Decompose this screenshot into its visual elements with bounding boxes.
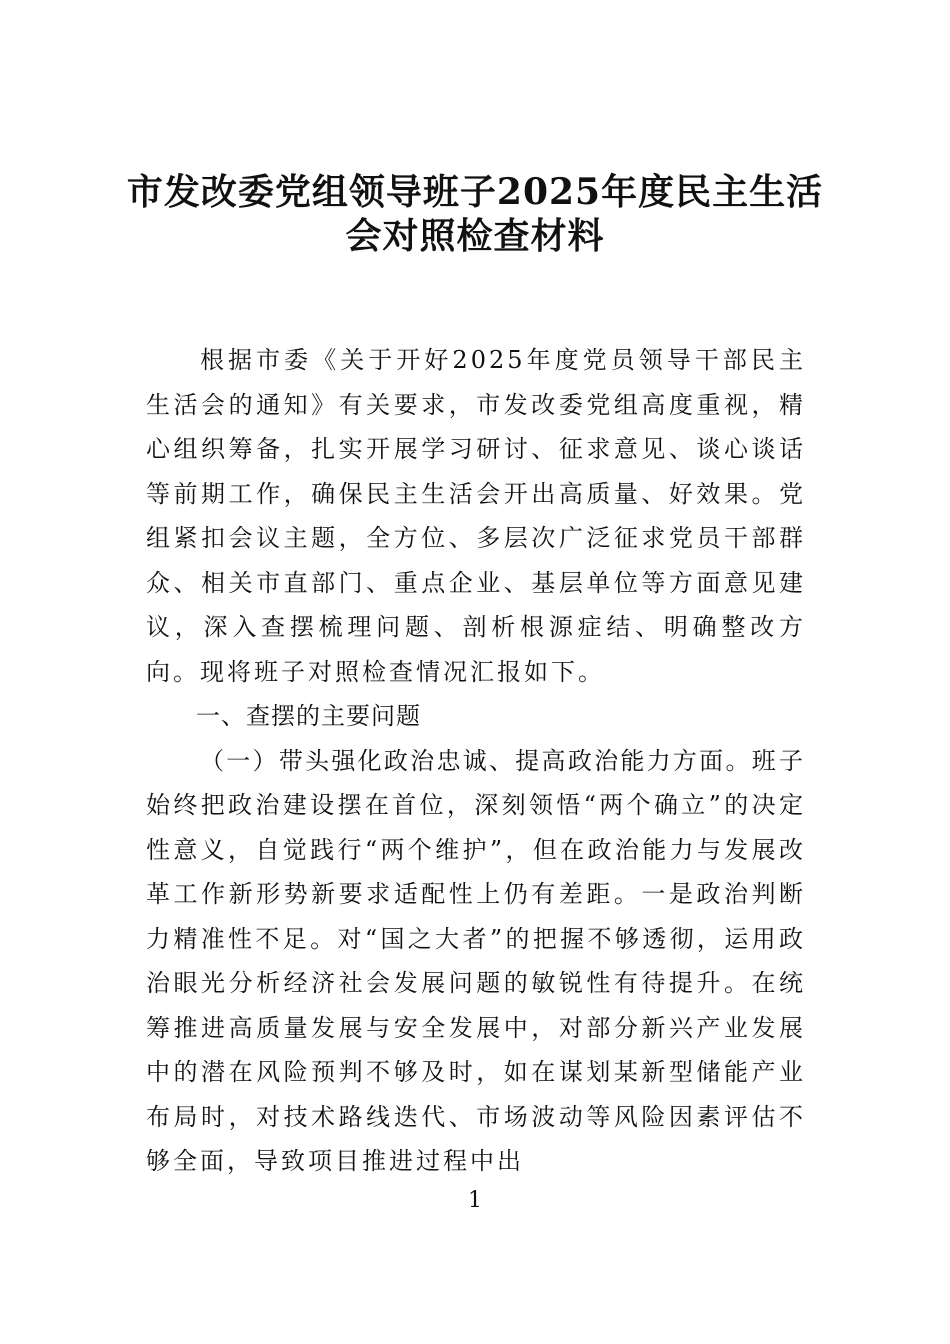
- document-body: [146, 338, 806, 1184]
- subsection-text-1: 班子始终把政治建设摆在首位，深刻领悟“两个确立”的决定性意义，自觉践行“两个维护”，但在政治能力与发展改革工作新形势新要求适配性上仍有差距。一是政治判断力精准性不足。对“国之大者”的把握不够透彻，运用政治眼光分析经济社会发展问题的敏锐性有待提升。在统筹推进高质量发展与安全发展中，对部分新兴产业发展中的潜在风险预判不够及时，如在谋划某新型储能产业布局时，对技术路线迭代、市场波动等风险因素评估不够全面，导致项目推进过程中出: [146, 746, 807, 1175]
- section-heading-1: 一、查摆的主要问题: [196, 702, 421, 730]
- subsection-lead-1: （一）带头强化政治忠诚、提高政治能力方面。: [200, 746, 752, 775]
- document-title-line-1: 市发改委党组领导班子2025年度民主生活: [126, 171, 824, 213]
- intro-paragraph: 根据市委《关于开好2025年度党员领导干部民主生活会的通知》有关要求，市发改委党组高度重视，精心组织筹备，扎实开展学习研讨、征求意见、谈心谈话等前期工作，确保民主生活会开出高质量、好效果。党组紧扣会议主题，全方位、多层次广泛征求党员干部群众、相关市直部门、重点企业、基层单位等方面意见建议，深入查摆梳理问题、剖析根源症结、明确整改方向。现将班子对照检查情况汇报如下。: [146, 346, 806, 686]
- subsection-paragraph-1: [146, 739, 806, 1184]
- page-number: 1: [468, 1188, 482, 1213]
- document-title-line-2: 会对照检查材料: [345, 215, 605, 257]
